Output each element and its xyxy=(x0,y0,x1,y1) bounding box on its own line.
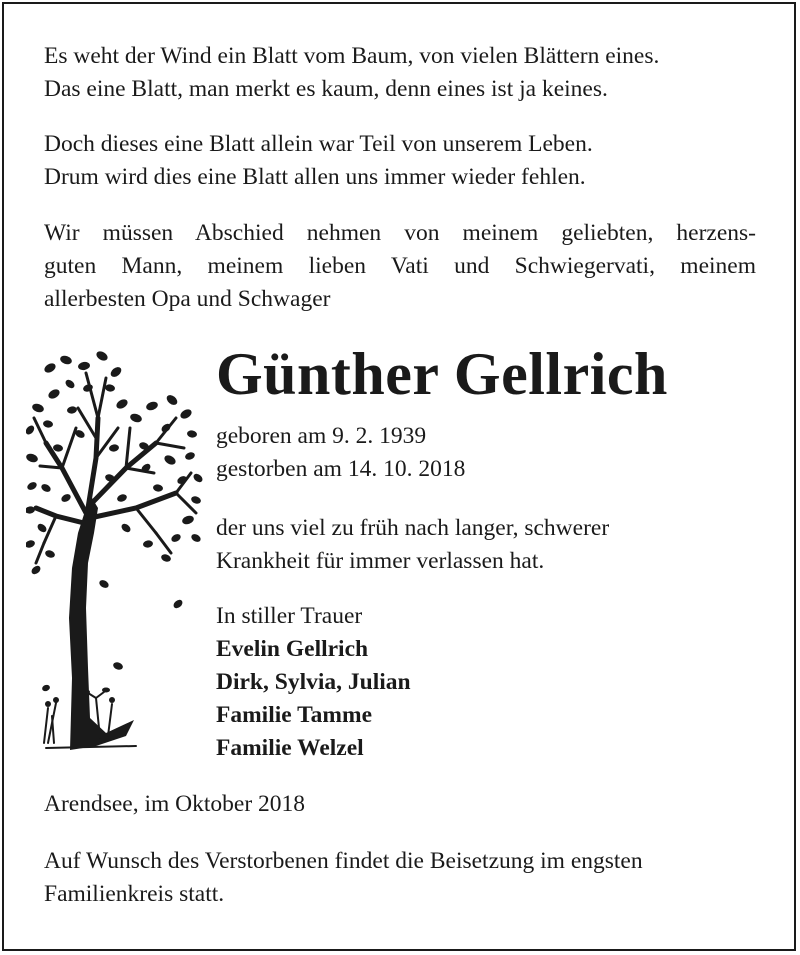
burial-notice-line: Familienkreis statt. xyxy=(44,881,225,907)
tree-with-falling-leaves-icon xyxy=(26,348,204,750)
mourner-name: Familie Welzel xyxy=(216,735,364,761)
mourner-name: Familie Tamme xyxy=(216,702,372,728)
death-date: gestorben am 14. 10. 2018 xyxy=(216,456,466,482)
place-date: Arendsee, im Oktober 2018 xyxy=(44,791,306,817)
farewell-paragraph xyxy=(44,217,756,316)
poem-line: Drum wird dies eine Blatt allen uns immer wieder fehlen. xyxy=(44,164,586,190)
farewell-line: allerbesten Opa und Schwager xyxy=(44,286,331,312)
burial-notice-line: Auf Wunsch des Verstorbenen findet die Beisetzung im engsten xyxy=(44,848,643,874)
poem-line: Doch dieses eine Blatt allein war Teil von unserem Leben. xyxy=(44,131,593,157)
poem-line: Es weht der Wind ein Blatt vom Baum, von vielen Blättern eines. xyxy=(44,43,660,69)
circumstance-line: Krankheit für immer verlassen hat. xyxy=(216,548,545,574)
birth-date: geboren am 9. 2. 1939 xyxy=(216,423,427,449)
farewell-line: Wir müssen Abschied nehmen von meinem geliebten, herzens- xyxy=(44,220,756,246)
farewell-line: guten Mann, meinem lieben Vati und Schwiegervati, meinem xyxy=(44,253,756,279)
circumstance-line: der uns viel zu früh nach langer, schwerer xyxy=(216,515,610,541)
mourner-name: Dirk, Sylvia, Julian xyxy=(216,669,411,695)
poem-line: Das eine Blatt, man merkt es kaum, denn eines ist ja keines. xyxy=(44,76,608,102)
mourner-name: Evelin Gellrich xyxy=(216,636,369,662)
deceased-name: Günther Gellrich xyxy=(216,341,668,407)
mourning-intro: In stiller Trauer xyxy=(216,603,363,629)
